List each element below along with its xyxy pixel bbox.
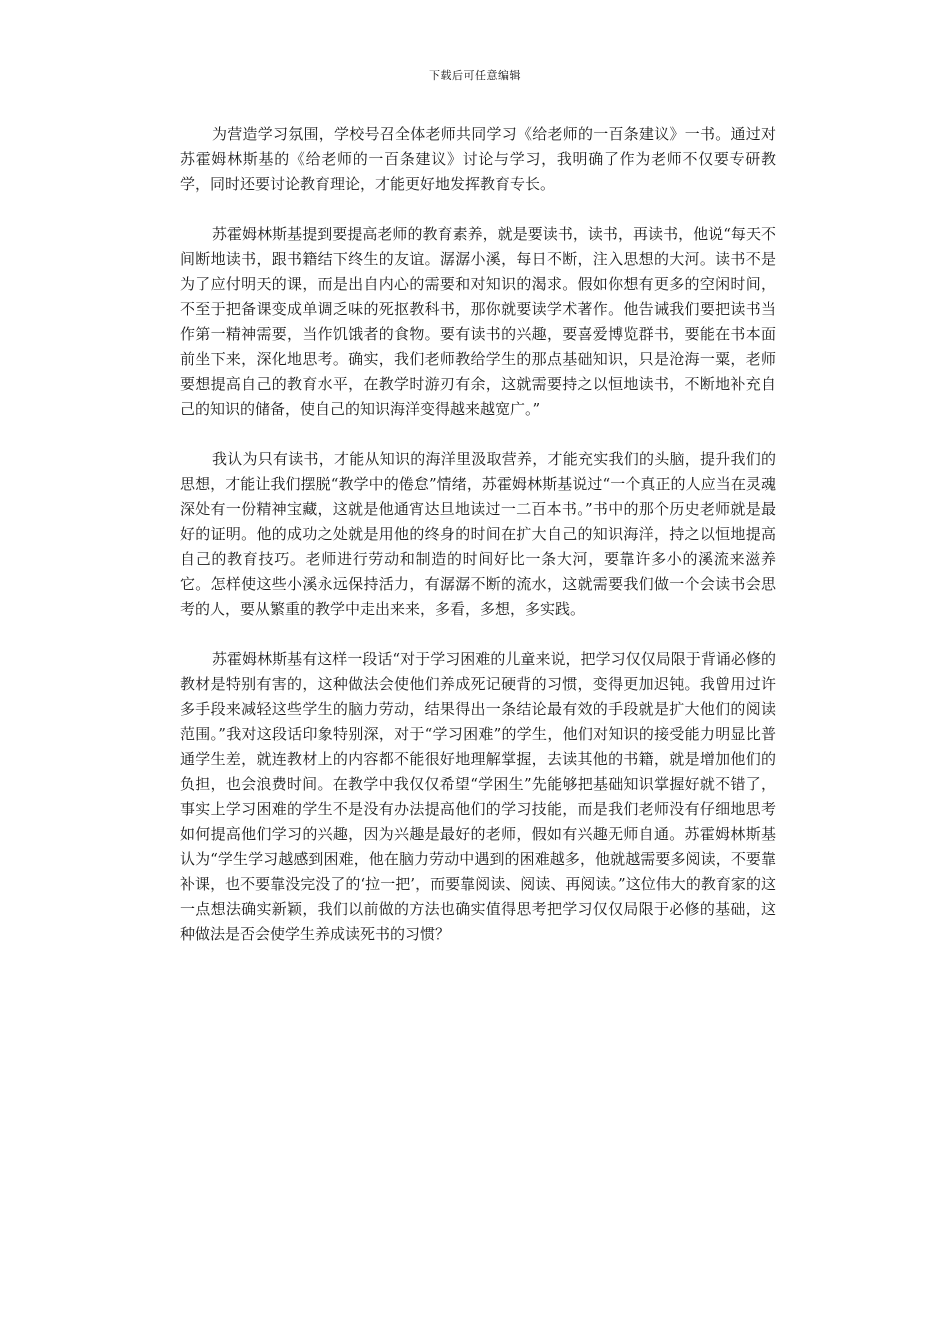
document-body [180,122,776,947]
paragraph-2: 苏霍姆林斯基提到要提高老师的教育素养，就是要读书，读书，再读书，他说“每天不间断地读书，跟书籍结下终生的友谊。潺潺小溪，每日不断，注入思想的大河。读书不是为了应付明天的课，而是出自内心的需要和对知识的渴求。假如你想有更多的空闲时间，不至于把备课变成单调乏味的死抠教科书，那你就要读学术著作。他告诫我们要把读书当作第一精神需要，当作饥饿者的食物。要有读书的兴趣，要喜爱博览群书，要能在书本面前坐下来，深化地思考。确实，我们老师教给学生的那点基础知识，只是沧海一粟，老师要想提高自己的教育水平，在教学时游刃有余，这就需要持之以恒地读书，不断地补充自己的知识的储备，使自己的知识海洋变得越来越宽广。” [180,225,776,418]
header-note: 下载后可任意编辑 [429,69,521,82]
paragraph-4: 苏霍姆林斯基有这样一段话“对于学习困难的儿童来说，把学习仅仅局限于背诵必修的教材是特别有害的，这种做法会使他们养成死记硬背的习惯，变得更加迟钝。我曾用过许多手段来减轻这些学生的脑力劳动，结果得出一条结论最有效的手段就是扩大他们的阅读范围。”我对这段话印象特别深，对于“学习困难”的学生，他们对知识的接受能力明显比普通学生差，就连教材上的内容都不能很好地理解掌握，去读其他的书籍，就是增加他们的负担，也会浪费时间。在教学中我仅仅希望“学困生”先能够把基础知识掌握好就不错了，事实上学习困难的学生不是没有办法提高他们的学习技能，而是我们老师没有仔细地思考如何提高他们学习的兴趣，因为兴趣是最好的老师，假如有兴趣无师自通。苏霍姆林斯基认为“学生学习越感到困难，他在脑力劳动中遇到的困难越多，他就越需要多阅读，不要靠补课，也不要靠没完没了的‘拉一把’，而要靠阅读、阅读、再阅读。”这位伟大的教育家的这一点想法确实新颖，我们以前做的方法也确实值得思考把学习仅仅局限于必修的基础，这种做法是否会使学生养成读死书的习惯？ [180,650,776,943]
paragraph-1: 为营造学习氛围，学校号召全体老师共同学习《给老师的一百条建议》一书。通过对苏霍姆林斯基的《给老师的一百条建议》讨论与学习，我明确了作为老师不仅要专研教学，同时还要讨论教育理论，才能更好地发挥教育专长。 [180,125,776,193]
paragraph-3: 我认为只有读书，才能从知识的海洋里汲取营养，才能充实我们的头脑，提升我们的思想，才能让我们摆脱“教学中的倦怠”情绪，苏霍姆林斯基说过“一个真正的人应当在灵魂深处有一份精神宝藏，这就是他通宵达旦地读过一二百本书。”书中的那个历史老师就是最好的证明。他的成功之处就是用他的终身的时间在扩大自己的知识海洋，持之以恒地提高自己的教育技巧。老师进行劳动和制造的时间好比一条大河，要靠许多小的溪流来滋养它。怎样使这些小溪永远保持活力，有潺潺不断的流水，这就需要我们做一个会读书会思考的人，要从繁重的教学中走出来来，多看，多想，多实践。 [180,450,776,618]
